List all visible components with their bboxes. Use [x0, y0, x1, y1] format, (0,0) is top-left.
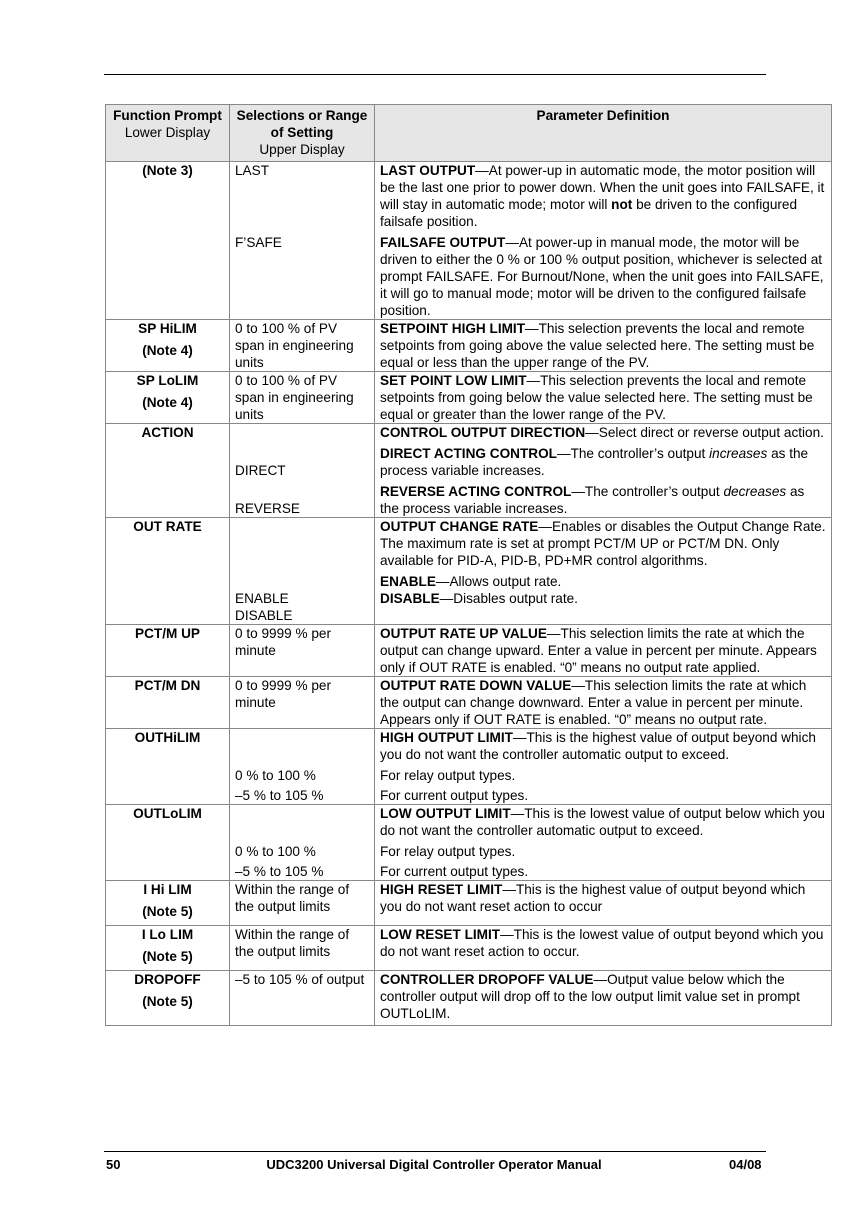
- definition-text: [380, 424, 826, 441]
- prompt-label: ACTION: [141, 425, 194, 440]
- definition-emphasis: increases: [709, 446, 768, 461]
- prompt-label: DROPOFF: [134, 972, 201, 987]
- definition-body: —Allows output rate.: [435, 574, 562, 589]
- selection-cell: [230, 162, 375, 320]
- definition-cell: [375, 162, 832, 320]
- definition-text: [380, 234, 826, 319]
- selection-cell: 0 to 9999 % per minute: [230, 677, 375, 729]
- prompt-cell: [106, 320, 230, 372]
- prompt-label: OUT RATE: [133, 519, 202, 534]
- definition-emphasis: not: [611, 197, 633, 212]
- header-rule: [104, 74, 766, 75]
- table-header-row: [106, 105, 832, 162]
- definition-title: OUTPUT RATE UP VALUE: [380, 626, 547, 641]
- manual-title: UDC3200 Universal Digital Controller Operator Manual: [266, 1157, 602, 1172]
- selection-value: LAST: [235, 163, 269, 178]
- definition-title: LAST OUTPUT: [380, 163, 476, 178]
- table-row: [106, 518, 832, 625]
- prompt-cell: [106, 677, 230, 729]
- selection-value: REVERSE: [235, 501, 300, 516]
- definition-cell: [375, 625, 832, 677]
- prompt-cell: [106, 424, 230, 518]
- definition-text: [380, 805, 826, 839]
- definition-title: LOW RESET LIMIT: [380, 927, 501, 942]
- col1-title: Function Prompt: [113, 108, 222, 123]
- table-row: [106, 926, 832, 971]
- definition-text: [380, 729, 826, 763]
- prompt-cell: [106, 881, 230, 926]
- col-header-definition: [375, 105, 832, 162]
- prompt-cell: [106, 805, 230, 881]
- definition-cell: [375, 518, 832, 625]
- prompt-note: (Note 5): [142, 904, 193, 919]
- col3-title: Parameter Definition: [536, 108, 670, 123]
- prompt-note: (Note 4): [142, 395, 193, 410]
- definition-body: —Select direct or reverse output action.: [585, 425, 824, 440]
- definition-body: —This selection limits the rate at which the output can change downward. Enter a value in percent per minute. Appears only if OUT RATE is enabled. “0” means no output rate.: [380, 678, 807, 727]
- definition-text: For relay output types.: [380, 768, 516, 783]
- prompt-label: SP LoLIM: [136, 373, 199, 388]
- definition-emphasis: decreases: [723, 484, 787, 499]
- table-row: [106, 372, 832, 424]
- table-row: [106, 320, 832, 372]
- definition-cell: [375, 881, 832, 926]
- table-row: [106, 162, 832, 320]
- selection-value: DISABLE: [235, 608, 293, 623]
- table-row: [106, 677, 832, 729]
- definition-title: DISABLE: [380, 591, 440, 606]
- selection-cell: –5 to 105 % of output: [230, 971, 375, 1026]
- definition-body: —This is the lowest value of output below which you do not want the controller automatic output to exceed.: [380, 806, 825, 838]
- prompt-label: SP HiLIM: [138, 321, 197, 336]
- selection-cell: [230, 424, 375, 518]
- definition-title: HIGH OUTPUT LIMIT: [380, 730, 513, 745]
- definition-body: —This selection limits the rate at which the output can change upward. Enter a value in percent per minute. Appears only if OUT RATE is enabled. “0” means no output rate applied.: [380, 626, 817, 675]
- prompt-label: I Hi LIM: [143, 882, 192, 897]
- definition-title: SETPOINT HIGH LIMIT: [380, 321, 525, 336]
- col2-subtitle: Upper Display: [259, 142, 345, 157]
- selection-value: 0 % to 100 %: [235, 768, 316, 783]
- prompt-label: PCT/M UP: [135, 626, 200, 641]
- definition-body: —Disables output rate.: [439, 591, 578, 606]
- table-row: [106, 881, 832, 926]
- definition-title: OUTPUT CHANGE RATE: [380, 519, 539, 534]
- prompt-label: (Note 3): [142, 163, 193, 178]
- footer-rule: [104, 1151, 766, 1152]
- definition-cell: [375, 320, 832, 372]
- definition-text: For current output types.: [380, 864, 529, 879]
- prompt-cell: [106, 729, 230, 805]
- definition-body: —The controller’s output: [556, 446, 710, 461]
- prompt-cell: [106, 926, 230, 971]
- table-row: [106, 424, 832, 518]
- prompt-cell: [106, 372, 230, 424]
- definition-title: REVERSE ACTING CONTROL: [380, 484, 572, 499]
- prompt-cell: [106, 518, 230, 625]
- definition-cell: [375, 971, 832, 1026]
- definition-body: —This selection prevents the local and remote setpoints from going below the value selected here. The setting must be equal or greater than the lower range of the PV.: [380, 373, 813, 422]
- definition-body: —Enables or disables the Output Change Rate. The maximum rate is set at prompt PCT/M UP or PCT/M DN. Only available for PID-A, PID-B, PD+MR control algorithms.: [380, 519, 826, 568]
- definition-cell: [375, 372, 832, 424]
- col-header-selections: [230, 105, 375, 162]
- definition-body: —At power-up in manual mode, the motor will be driven to either the 0 % or 100 % output position, whichever is selected at prompt FAILSAFE. For Burnout/None, when the unit goes into FAILSAFE, it will go to manual mode; motor will be driven to the configured failsafe position.: [380, 235, 824, 318]
- definition-cell: [375, 805, 832, 881]
- definition-title: LOW OUTPUT LIMIT: [380, 806, 511, 821]
- definition-body: —At power-up in automatic mode, the motor position will be the last one prior to power down. When the unit goes into FAILSAFE, it will stay in automatic mode; motor will: [380, 163, 825, 212]
- prompt-note: (Note 5): [142, 949, 193, 964]
- definition-title: FAILSAFE OUTPUT: [380, 235, 506, 250]
- definition-cell: [375, 926, 832, 971]
- prompt-label: PCT/M DN: [134, 678, 201, 693]
- definition-title: CONTROLLER DROPOFF VALUE: [380, 972, 594, 987]
- selection-cell: Within the range of the output limits: [230, 881, 375, 926]
- table-row: [106, 971, 832, 1026]
- prompt-cell: [106, 625, 230, 677]
- selection-value: –5 % to 105 %: [235, 788, 324, 803]
- definition-body: be driven to the configured failsafe position.: [380, 197, 798, 229]
- definition-body: —The controller’s output: [571, 484, 724, 499]
- revision-date: 04/08: [729, 1157, 762, 1172]
- definition-title: OUTPUT RATE DOWN VALUE: [380, 678, 572, 693]
- selection-value: 0 % to 100 %: [235, 844, 316, 859]
- prompt-note: (Note 5): [142, 994, 193, 1009]
- selection-cell: Within the range of the output limits: [230, 926, 375, 971]
- selection-cell: [230, 805, 375, 881]
- definition-text: [380, 162, 826, 230]
- definition-title: CONTROL OUTPUT DIRECTION: [380, 425, 586, 440]
- selection-value: –5 % to 105 %: [235, 864, 324, 879]
- prompt-note: (Note 4): [142, 343, 193, 358]
- selection-cell: [230, 729, 375, 805]
- prompt-label: I Lo LIM: [141, 927, 194, 942]
- definition-cell: [375, 424, 832, 518]
- definition-text: [380, 573, 826, 590]
- col1-subtitle: Lower Display: [124, 125, 211, 140]
- col-header-function-prompt: [106, 105, 230, 162]
- definition-text: For current output types.: [380, 788, 529, 803]
- definition-body: —This is the lowest value of output beyond which you do not want reset action to occur.: [380, 927, 824, 959]
- col2-title: Selections or Range of Setting: [236, 108, 368, 140]
- table-row: [106, 625, 832, 677]
- definition-text: [380, 590, 826, 607]
- definition-body: —This selection prevents the local and remote setpoints from going above the value selected here. The setting must be equal or less than the upper range of the PV.: [380, 321, 815, 370]
- definition-body: as the process variable increases.: [380, 484, 805, 516]
- definition-text: For relay output types.: [380, 844, 516, 859]
- definition-title: DIRECT ACTING CONTROL: [380, 446, 557, 461]
- selection-cell: 0 to 9999 % per minute: [230, 625, 375, 677]
- prompt-label: OUTHiLIM: [134, 730, 201, 745]
- definition-body: as the process variable increases.: [380, 446, 809, 478]
- selection-value: F’SAFE: [235, 235, 282, 250]
- definition-body: —This is the highest value of output beyond which you do not want the controller automatic output to exceed.: [380, 730, 816, 762]
- selection-cell: [230, 518, 375, 625]
- definition-text: [380, 445, 826, 479]
- prompt-cell: [106, 162, 230, 320]
- selection-value: DIRECT: [235, 463, 286, 478]
- table-row: [106, 729, 832, 805]
- parameter-table: [105, 104, 832, 1026]
- definition-title: HIGH RESET LIMIT: [380, 882, 503, 897]
- definition-body: —Output value below which the controller output will drop off to the low output limit value set in prompt OUTLoLIM.: [380, 972, 800, 1021]
- definition-cell: [375, 729, 832, 805]
- definition-body: —This is the highest value of output beyond which you do not want reset action to occur: [380, 882, 806, 914]
- page-number: 50: [106, 1157, 121, 1172]
- definition-cell: [375, 677, 832, 729]
- prompt-label: OUTLoLIM: [133, 806, 202, 821]
- definition-text: [380, 483, 826, 517]
- definition-title: SET POINT LOW LIMIT: [380, 373, 527, 388]
- definition-text: [380, 518, 826, 569]
- prompt-cell: [106, 971, 230, 1026]
- selection-value: ENABLE: [235, 591, 289, 606]
- definition-title: ENABLE: [380, 574, 436, 589]
- selection-cell: 0 to 100 % of PV span in engineering units: [230, 372, 375, 424]
- selection-cell: 0 to 100 % of PV span in engineering units: [230, 320, 375, 372]
- table-row: [106, 805, 832, 881]
